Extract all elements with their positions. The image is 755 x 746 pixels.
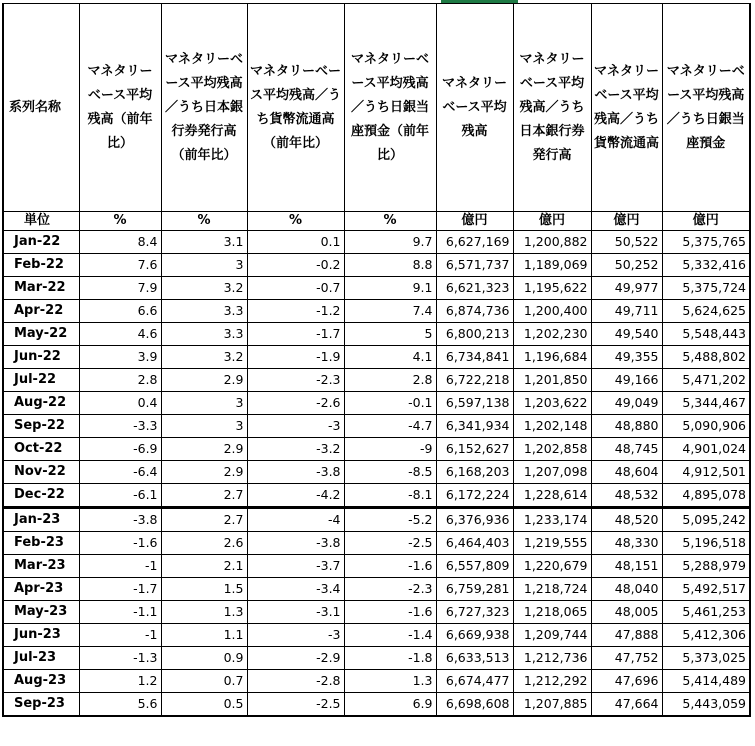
value-cell[interactable]: 48,040 [591,578,662,601]
value-cell[interactable]: 5 [344,323,436,346]
value-cell[interactable]: 6,759,281 [436,578,513,601]
value-cell[interactable]: -1.2 [247,300,344,323]
value-cell[interactable]: 1,203,622 [513,392,591,415]
value-cell[interactable]: 3 [161,254,247,277]
value-cell[interactable]: -6.1 [79,484,161,508]
value-cell[interactable]: 5,288,979 [662,555,750,578]
value-cell[interactable]: 1.2 [79,670,161,693]
value-cell[interactable]: 48,151 [591,555,662,578]
value-cell[interactable]: 2.8 [79,369,161,392]
value-cell[interactable]: 7.4 [344,300,436,323]
value-cell[interactable]: -1.6 [344,601,436,624]
value-cell[interactable]: 1,202,858 [513,438,591,461]
date-cell[interactable]: Feb-23 [3,532,79,555]
value-cell[interactable]: 6,800,213 [436,323,513,346]
value-cell[interactable]: 6,597,138 [436,392,513,415]
value-cell[interactable]: 6,172,224 [436,484,513,508]
table-row [3,346,750,369]
value-cell[interactable]: 48,520 [591,508,662,532]
value-cell[interactable]: -2.5 [344,532,436,555]
value-cell[interactable]: 48,604 [591,461,662,484]
date-cell[interactable]: Sep-22 [3,415,79,438]
column-header[interactable]: マネタリーベース平均残高／うち日銀当座預金 [662,4,750,212]
value-cell[interactable]: 3.1 [161,231,247,254]
value-cell[interactable]: -0.7 [247,277,344,300]
value-cell[interactable]: 3.2 [161,277,247,300]
value-cell[interactable]: 0.4 [79,392,161,415]
value-cell[interactable]: 5,196,518 [662,532,750,555]
value-cell[interactable]: 2.9 [161,369,247,392]
value-cell[interactable]: 1,228,614 [513,484,591,508]
value-cell[interactable]: -2.3 [344,578,436,601]
value-cell[interactable]: 2.9 [161,438,247,461]
value-cell[interactable]: -1.4 [344,624,436,647]
value-cell[interactable]: 1,200,882 [513,231,591,254]
value-cell[interactable]: 5,344,467 [662,392,750,415]
value-cell[interactable]: 1,209,744 [513,624,591,647]
value-cell[interactable]: 0.1 [247,231,344,254]
value-cell[interactable]: 6,341,934 [436,415,513,438]
value-cell[interactable]: 6.9 [344,693,436,717]
value-cell[interactable]: 9.1 [344,277,436,300]
value-cell[interactable]: -2.6 [247,392,344,415]
table-row [3,461,750,484]
value-cell[interactable]: -4.7 [344,415,436,438]
value-cell[interactable]: 49,711 [591,300,662,323]
value-cell[interactable]: -3.1 [247,601,344,624]
value-cell[interactable]: 5,471,202 [662,369,750,392]
value-cell[interactable]: -2.5 [247,693,344,717]
value-cell[interactable]: -1 [79,555,161,578]
value-cell[interactable]: 1,233,174 [513,508,591,532]
table-row [3,438,750,461]
value-cell[interactable]: -8.5 [344,461,436,484]
table-row [3,601,750,624]
value-cell[interactable]: -1.9 [247,346,344,369]
date-cell[interactable]: Feb-22 [3,254,79,277]
date-cell[interactable]: Nov-22 [3,461,79,484]
value-cell[interactable]: 48,330 [591,532,662,555]
value-cell[interactable]: -3.3 [79,415,161,438]
value-cell[interactable]: 5,095,242 [662,508,750,532]
value-cell[interactable]: 5,090,906 [662,415,750,438]
date-cell[interactable]: Jan-22 [3,231,79,254]
value-cell[interactable]: 1,212,736 [513,647,591,670]
date-cell[interactable]: Apr-22 [3,300,79,323]
unit-cell[interactable]: 億円 [662,212,750,231]
value-cell[interactable]: 5,375,765 [662,231,750,254]
value-cell[interactable]: 6,627,169 [436,231,513,254]
value-cell[interactable]: 3.9 [79,346,161,369]
value-cell[interactable]: -5.2 [344,508,436,532]
value-cell[interactable]: 1,220,679 [513,555,591,578]
value-cell[interactable]: 48,880 [591,415,662,438]
table-row [3,508,750,532]
value-cell[interactable]: 5,412,306 [662,624,750,647]
value-cell[interactable]: 8.8 [344,254,436,277]
date-cell[interactable]: Apr-23 [3,578,79,601]
date-cell[interactable]: Jun-22 [3,346,79,369]
value-cell[interactable]: 7.6 [79,254,161,277]
value-cell[interactable]: -3.8 [247,532,344,555]
value-cell[interactable]: 8.4 [79,231,161,254]
value-cell[interactable]: 1,196,684 [513,346,591,369]
value-cell[interactable]: -9 [344,438,436,461]
date-cell[interactable]: May-22 [3,323,79,346]
value-cell[interactable]: 5,332,416 [662,254,750,277]
value-cell[interactable]: 6,734,841 [436,346,513,369]
value-cell[interactable]: 1,207,885 [513,693,591,717]
value-cell[interactable]: 4,895,078 [662,484,750,508]
value-cell[interactable]: 1,219,555 [513,532,591,555]
column-header[interactable]: マネタリーベース平均残高 [436,4,513,212]
value-cell[interactable]: 2.8 [344,369,436,392]
value-cell[interactable]: 4.6 [79,323,161,346]
value-cell[interactable]: -1.8 [344,647,436,670]
value-cell[interactable]: 6,727,323 [436,601,513,624]
value-cell[interactable]: 6,571,737 [436,254,513,277]
table-row [3,415,750,438]
value-cell[interactable]: 2.1 [161,555,247,578]
value-cell[interactable]: 47,888 [591,624,662,647]
unit-row [3,212,750,231]
value-cell[interactable]: 50,252 [591,254,662,277]
value-cell[interactable]: -3.4 [247,578,344,601]
value-cell[interactable]: 49,166 [591,369,662,392]
table-row [3,369,750,392]
value-cell[interactable]: 6,621,323 [436,277,513,300]
column-header[interactable]: マネタリーベース平均残高／うち日本銀行券発行高 [513,4,591,212]
value-cell[interactable]: 49,049 [591,392,662,415]
date-cell[interactable]: Mar-23 [3,555,79,578]
value-cell[interactable]: 1,189,069 [513,254,591,277]
value-cell[interactable]: 9.7 [344,231,436,254]
value-cell[interactable]: 0.5 [161,693,247,717]
value-cell[interactable]: -1.6 [79,532,161,555]
value-cell[interactable]: 2.7 [161,484,247,508]
value-cell[interactable]: -1.6 [344,555,436,578]
table-row [3,670,750,693]
value-cell[interactable]: -6.4 [79,461,161,484]
value-cell[interactable]: 1.3 [161,601,247,624]
value-cell[interactable]: 6,557,809 [436,555,513,578]
unit-cell[interactable]: % [344,212,436,231]
value-cell[interactable]: 6.6 [79,300,161,323]
value-cell[interactable]: 1,202,148 [513,415,591,438]
value-cell[interactable]: -3.8 [247,461,344,484]
value-cell[interactable]: 6,464,403 [436,532,513,555]
value-cell[interactable]: -2.8 [247,670,344,693]
value-cell[interactable]: 6,376,936 [436,508,513,532]
date-cell[interactable]: Mar-22 [3,277,79,300]
value-cell[interactable]: -3 [247,415,344,438]
value-cell[interactable]: 5,443,059 [662,693,750,717]
table-row [3,277,750,300]
value-cell[interactable]: 5.6 [79,693,161,717]
date-cell[interactable]: Oct-22 [3,438,79,461]
value-cell[interactable]: -2.3 [247,369,344,392]
date-cell[interactable]: Jun-23 [3,624,79,647]
value-cell[interactable]: -3 [247,624,344,647]
value-cell[interactable]: 4.1 [344,346,436,369]
value-cell[interactable]: 5,624,625 [662,300,750,323]
date-cell[interactable]: Jul-22 [3,369,79,392]
value-cell[interactable]: -2.9 [247,647,344,670]
value-cell[interactable]: 49,355 [591,346,662,369]
value-cell[interactable]: 1,201,850 [513,369,591,392]
value-cell[interactable]: 47,752 [591,647,662,670]
value-cell[interactable]: 47,696 [591,670,662,693]
value-cell[interactable]: -1.3 [79,647,161,670]
value-cell[interactable]: 2.7 [161,508,247,532]
value-cell[interactable]: 5,548,443 [662,323,750,346]
value-cell[interactable]: 5,373,025 [662,647,750,670]
value-cell[interactable]: -0.1 [344,392,436,415]
value-cell[interactable]: 49,977 [591,277,662,300]
value-cell[interactable]: -1 [79,624,161,647]
value-cell[interactable]: 1,218,065 [513,601,591,624]
date-cell[interactable]: Aug-23 [3,670,79,693]
value-cell[interactable]: 6,152,627 [436,438,513,461]
value-cell[interactable]: 6,669,938 [436,624,513,647]
value-cell[interactable]: 48,532 [591,484,662,508]
value-cell[interactable]: 1,207,098 [513,461,591,484]
value-cell[interactable]: 3.3 [161,300,247,323]
value-cell[interactable]: -1.1 [79,601,161,624]
unit-cell[interactable]: % [79,212,161,231]
value-cell[interactable]: 48,005 [591,601,662,624]
column-header[interactable]: マネタリーベース平均残高／うち貨幣流通高（前年比） [247,4,344,212]
value-cell[interactable]: 5,488,802 [662,346,750,369]
column-header[interactable]: マネタリーベース平均残高／うち日銀当座預金（前年比） [344,4,436,212]
value-cell[interactable]: 6,698,608 [436,693,513,717]
table-row [3,231,750,254]
value-cell[interactable]: -0.2 [247,254,344,277]
unit-cell[interactable]: 億円 [436,212,513,231]
value-cell[interactable]: 6,168,203 [436,461,513,484]
value-cell[interactable]: 4,901,024 [662,438,750,461]
value-cell[interactable]: -4 [247,508,344,532]
value-cell[interactable]: 1.5 [161,578,247,601]
table-row [3,647,750,670]
table-row [3,254,750,277]
value-cell[interactable]: -1.7 [247,323,344,346]
value-cell[interactable]: 5,461,253 [662,601,750,624]
value-cell[interactable]: -4.2 [247,484,344,508]
value-cell[interactable]: -1.7 [79,578,161,601]
date-cell[interactable]: Jan-23 [3,508,79,532]
value-cell[interactable]: -3.2 [247,438,344,461]
value-cell[interactable]: 6,722,218 [436,369,513,392]
column-header[interactable]: マネタリーベース平均残高（前年比） [79,4,161,212]
value-cell[interactable]: 47,664 [591,693,662,717]
money-base-table [2,3,751,717]
value-cell[interactable]: 7.9 [79,277,161,300]
unit-cell[interactable]: % [161,212,247,231]
value-cell[interactable]: 2.9 [161,461,247,484]
unit-cell[interactable]: % [247,212,344,231]
value-cell[interactable]: 1,195,622 [513,277,591,300]
column-header[interactable]: マネタリーベース平均残高／うち貨幣流通高 [591,4,662,212]
table-row [3,300,750,323]
value-cell[interactable]: 0.7 [161,670,247,693]
value-cell[interactable]: 1,212,292 [513,670,591,693]
value-cell[interactable]: 1,200,400 [513,300,591,323]
value-cell[interactable]: -3.7 [247,555,344,578]
value-cell[interactable]: 6,874,736 [436,300,513,323]
unit-label-cell[interactable]: 単位 [3,212,79,231]
value-cell[interactable]: -3.8 [79,508,161,532]
value-cell[interactable]: 1,218,724 [513,578,591,601]
value-cell[interactable]: 6,633,513 [436,647,513,670]
table-row [3,392,750,415]
series-name-header[interactable]: 系列名称 [3,4,79,212]
value-cell[interactable]: 0.9 [161,647,247,670]
table-row [3,693,750,717]
value-cell[interactable]: 2.6 [161,532,247,555]
date-cell[interactable]: Jul-23 [3,647,79,670]
value-cell[interactable]: 49,540 [591,323,662,346]
header-row [3,4,750,212]
table-row [3,555,750,578]
table-row [3,578,750,601]
date-cell[interactable]: Dec-22 [3,484,79,508]
value-cell[interactable]: 3.2 [161,346,247,369]
table-row [3,624,750,647]
table-row [3,484,750,508]
value-cell[interactable]: 6,674,477 [436,670,513,693]
value-cell[interactable]: -8.1 [344,484,436,508]
date-cell[interactable]: May-23 [3,601,79,624]
unit-cell[interactable]: 億円 [591,212,662,231]
table-row [3,323,750,346]
spreadsheet [2,3,751,717]
value-cell[interactable]: 3.3 [161,323,247,346]
value-cell[interactable]: 48,745 [591,438,662,461]
table-row [3,532,750,555]
column-header[interactable]: マネタリーベース平均残高／うち日本銀行券発行高（前年比） [161,4,247,212]
value-cell[interactable]: 5,375,724 [662,277,750,300]
value-cell[interactable]: 1.3 [344,670,436,693]
value-cell[interactable]: 3 [161,392,247,415]
value-cell[interactable]: 3 [161,415,247,438]
date-cell[interactable]: Aug-22 [3,392,79,415]
value-cell[interactable]: 5,414,489 [662,670,750,693]
value-cell[interactable]: 5,492,517 [662,578,750,601]
value-cell[interactable]: -6.9 [79,438,161,461]
date-cell[interactable]: Sep-23 [3,693,79,717]
unit-cell[interactable]: 億円 [513,212,591,231]
value-cell[interactable]: 1,202,230 [513,323,591,346]
value-cell[interactable]: 50,522 [591,231,662,254]
value-cell[interactable]: 1.1 [161,624,247,647]
value-cell[interactable]: 4,912,501 [662,461,750,484]
